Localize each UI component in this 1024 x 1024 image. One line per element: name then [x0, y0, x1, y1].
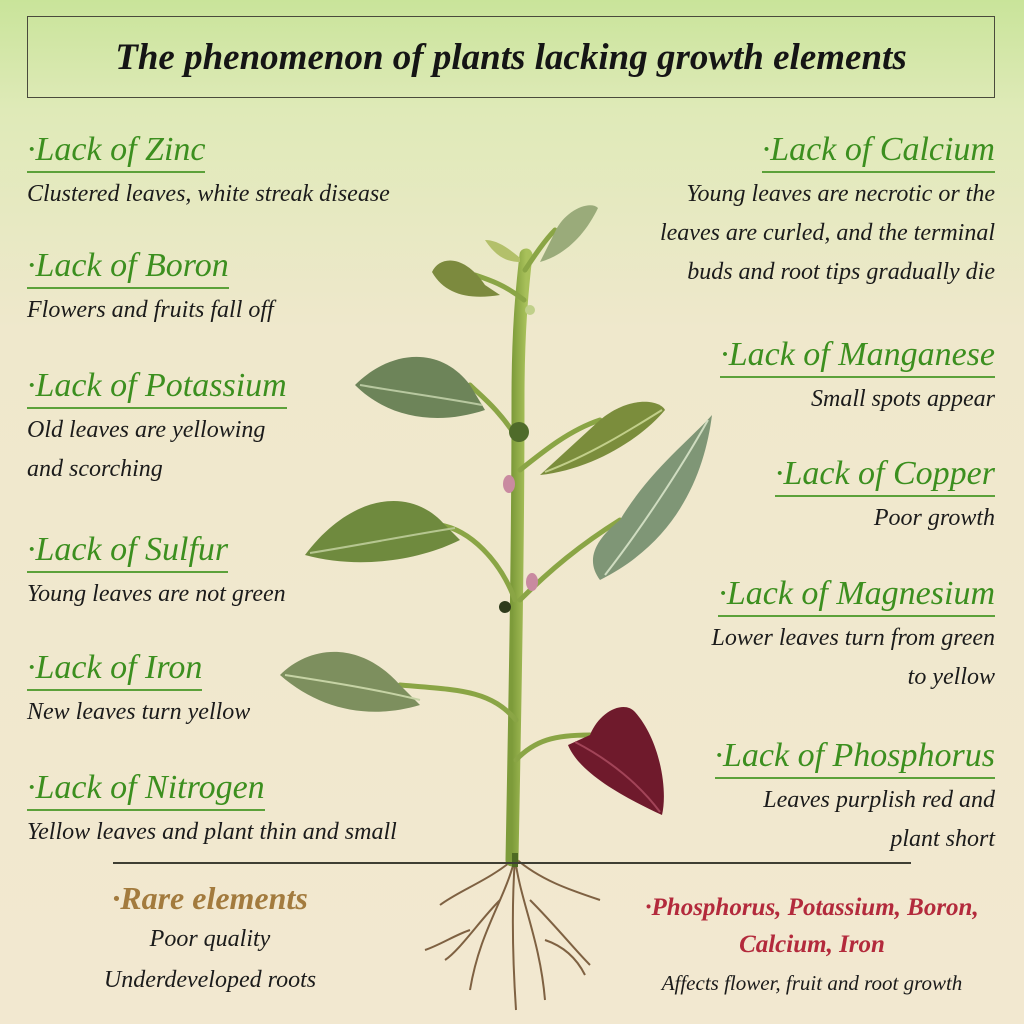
roots: [425, 858, 600, 1010]
item-lack-of-manganese: [720, 335, 995, 419]
item-lack-of-phosphorus: [715, 736, 996, 859]
item-heading: ·Lack of Boron: [27, 246, 229, 289]
item-heading: ·Lack of Manganese: [720, 335, 995, 378]
item-heading: ·Lack of Copper: [775, 454, 995, 497]
rare-elements-block: [60, 880, 360, 1001]
rare-elements-heading: ·Rare elements: [112, 880, 308, 916]
item-lack-of-potassium: [27, 366, 287, 489]
item-desc-line: Yellow leaves and plant thin and small: [27, 819, 397, 845]
key-elements-line: Calcium, Iron: [739, 931, 885, 958]
item-heading: ·Lack of Zinc: [27, 130, 205, 173]
item-desc-line: buds and root tips gradually die: [687, 259, 995, 285]
item-heading: ·Lack of Phosphorus: [715, 736, 996, 779]
page-title: The phenomenon of plants lacking growth elements: [115, 36, 907, 78]
rare-desc-line: Poor quality: [149, 926, 271, 952]
item-desc-line: Poor growth: [873, 505, 995, 531]
item-desc-line: Leaves purplish red and: [763, 787, 995, 813]
leaves: [280, 205, 712, 815]
key-elements-block: [612, 889, 1012, 996]
item-lack-of-magnesium: [711, 574, 995, 697]
item-desc-line: Young leaves are necrotic or the: [686, 181, 995, 207]
key-elements-desc: Affects flower, fruit and root growth: [661, 971, 963, 995]
item-desc-line: Clustered leaves, white streak disease: [27, 181, 390, 207]
item-desc-line: and scorching: [27, 456, 163, 482]
item-desc-line: to yellow: [907, 664, 995, 690]
item-desc-line: Flowers and fruits fall off: [27, 297, 274, 323]
item-heading: ·Lack of Calcium: [762, 130, 995, 173]
item-heading: ·Lack of Potassium: [27, 366, 287, 409]
item-lack-of-nitrogen: [27, 768, 397, 852]
item-desc-line: Small spots appear: [810, 386, 995, 412]
item-desc-line: Young leaves are not green: [27, 581, 286, 607]
item-heading: ·Lack of Sulfur: [27, 530, 228, 573]
item-desc-line: New leaves turn yellow: [27, 699, 251, 725]
item-lack-of-zinc: [27, 130, 390, 214]
key-elements-line: ·Phosphorus, Potassium, Boron,: [645, 894, 979, 921]
item-lack-of-copper: [775, 454, 995, 538]
leaf-bud-top: [485, 240, 520, 262]
item-desc-line: Lower leaves turn from green: [711, 625, 995, 651]
rare-desc-line: Underdeveloped roots: [103, 967, 317, 993]
item-desc-line: leaves are curled, and the terminal: [659, 220, 995, 246]
item-heading: ·Lack of Iron: [27, 648, 202, 691]
item-desc-line: Old leaves are yellowing: [27, 417, 266, 443]
item-heading: ·Lack of Nitrogen: [27, 768, 265, 811]
item-lack-of-boron: [27, 246, 274, 330]
main-stem: [512, 255, 526, 860]
item-desc-line: plant short: [890, 826, 995, 852]
item-lack-of-sulfur: [27, 530, 286, 614]
leaf-lower-left: [280, 652, 420, 712]
divider-line: [113, 862, 911, 864]
item-lack-of-iron: [27, 648, 250, 732]
item-lack-of-calcium: [660, 130, 995, 292]
item-heading: ·Lack of Magnesium: [718, 574, 995, 617]
